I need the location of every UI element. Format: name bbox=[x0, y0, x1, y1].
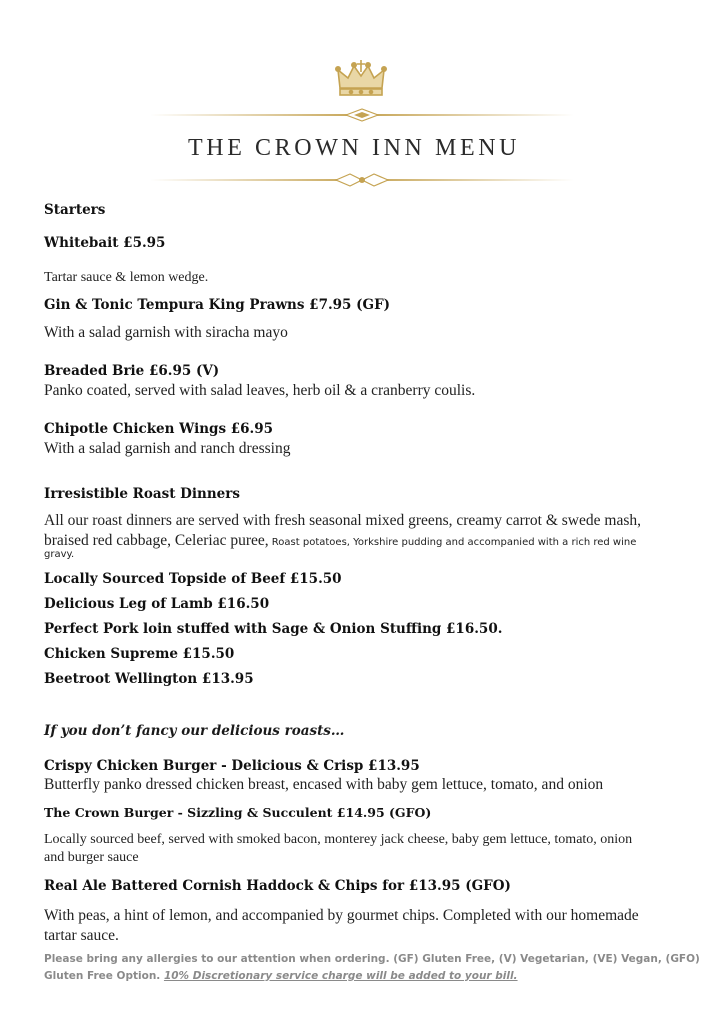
roast-item: Chicken Supreme £15.50 bbox=[44, 646, 235, 662]
roasts-desc-serif: braised red cabbage, Celeriac puree, bbox=[44, 532, 269, 549]
allergy-notice: Please bring any allergies to our attention when ordering. (GF) Gluten Free, (V) Vegetarian, (VE) Vegan, (GFO) bbox=[44, 953, 700, 965]
menu-item-desc: tartar sauce. bbox=[44, 927, 119, 944]
allergy-notice-end: Gluten Free Option. bbox=[44, 970, 164, 982]
roast-item: Locally Sourced Topside of Beef £15.50 bbox=[44, 571, 342, 587]
section-heading-roasts: Irresistible Roast Dinners bbox=[44, 486, 240, 502]
menu-item-name: Breaded Brie £6.95 (V) bbox=[44, 363, 220, 379]
top-ornament-divider bbox=[150, 108, 574, 122]
menu-item-desc: Locally sourced beef, served with smoked bacon, monterey jack cheese, baby gem lettuce, tomato, onion bbox=[44, 832, 633, 847]
menu-item-desc: Tartar sauce & lemon wedge. bbox=[44, 270, 209, 285]
menu-item-name: Crispy Chicken Burger - Delicious & Crisp £13.95 bbox=[44, 758, 420, 774]
page-title: THE CROWN INN MENU bbox=[188, 135, 521, 161]
roasts-desc-line: gravy. bbox=[44, 549, 75, 560]
menu-item-desc: With peas, a hint of lemon, and accompanied by gourmet chips. Completed with our homemade bbox=[44, 907, 639, 924]
roasts-desc-line: All our roast dinners are served with fresh seasonal mixed greens, creamy carrot & swede mash, bbox=[44, 512, 641, 529]
service-charge-text: 10% Discretionary service charge will be added to your bill. bbox=[163, 970, 518, 982]
roasts-desc-line bbox=[44, 530, 636, 550]
menu-item-name: Chipotle Chicken Wings £6.95 bbox=[44, 421, 274, 437]
menu-item-name: The Crown Burger - Sizzling & Succulent £14.95 (GFO) bbox=[44, 805, 432, 820]
menu-item-desc: and burger sauce bbox=[44, 850, 139, 865]
roasts-desc-sans: Roast potatoes, Yorkshire pudding and accompanied with a rich red wine bbox=[268, 537, 637, 548]
roast-item: Beetroot Wellington £13.95 bbox=[44, 671, 254, 687]
bottom-ornament-divider bbox=[150, 172, 574, 188]
service-charge-notice bbox=[44, 970, 518, 982]
menu-item-desc: With a salad garnish with siracha mayo bbox=[44, 324, 288, 341]
menu-item-name: Whitebait £5.95 bbox=[44, 235, 166, 251]
crown-logo-icon bbox=[334, 58, 388, 100]
menu-item-desc: Butterfly panko dressed chicken breast, encased with baby gem lettuce, tomato, and onion bbox=[44, 776, 604, 793]
menu-item-desc: Panko coated, served with salad leaves, herb oil & a cranberry coulis. bbox=[44, 382, 476, 399]
menu-item-name: Real Ale Battered Cornish Haddock & Chips for £13.95 (GFO) bbox=[44, 878, 511, 894]
roast-item: Perfect Pork loin stuffed with Sage & Onion Stuffing £16.50. bbox=[44, 621, 503, 637]
section-heading-starters: Starters bbox=[44, 202, 106, 218]
roast-item: Delicious Leg of Lamb £16.50 bbox=[44, 596, 270, 612]
menu-item-name: Gin & Tonic Tempura King Prawns £7.95 (GF) bbox=[44, 297, 391, 313]
section-heading-alternatives: If you don’t fancy our delicious roasts… bbox=[44, 723, 345, 739]
menu-item-desc: With a salad garnish and ranch dressing bbox=[44, 440, 291, 457]
